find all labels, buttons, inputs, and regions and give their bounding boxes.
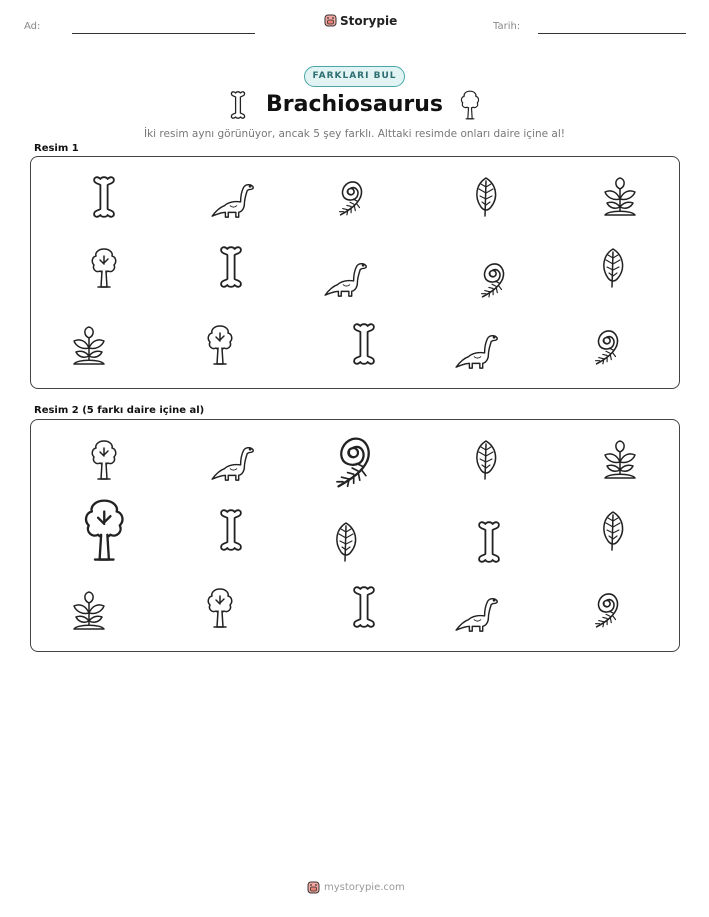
picture1-tree-icon bbox=[205, 323, 235, 371]
picture2-plant-icon[interactable] bbox=[69, 591, 109, 635]
name-label: Ad: bbox=[24, 21, 41, 32]
picture1-bone-icon bbox=[92, 173, 116, 225]
pig-face-icon bbox=[307, 880, 320, 895]
picture2-tree-icon[interactable] bbox=[89, 438, 119, 486]
picture1-fern-icon bbox=[332, 176, 366, 222]
picture2-bone-icon[interactable] bbox=[477, 518, 501, 570]
tree-icon bbox=[459, 89, 481, 125]
picture1-leaf-icon bbox=[598, 246, 628, 294]
name-field[interactable] bbox=[72, 33, 255, 34]
picture1-panel bbox=[30, 156, 680, 389]
picture2-leaf-icon[interactable] bbox=[331, 520, 361, 568]
picture1-bone-icon bbox=[219, 243, 243, 295]
brand-logo bbox=[324, 13, 397, 28]
picture1-leaf-icon bbox=[471, 175, 501, 223]
picture2-bone-icon[interactable] bbox=[219, 506, 243, 558]
page-title: Brachiosaurus bbox=[265, 92, 444, 117]
footer bbox=[307, 880, 405, 895]
picture2-panel[interactable] bbox=[30, 419, 680, 652]
footer-url: mystorypie.com bbox=[324, 882, 405, 893]
picture2-fern-icon[interactable] bbox=[326, 430, 375, 495]
picture2-leaf-icon[interactable] bbox=[598, 509, 628, 557]
worksheet-type-badge: FARKLARI BUL bbox=[304, 66, 405, 87]
picture1-plant-icon bbox=[600, 177, 640, 221]
picture1-bone-icon bbox=[352, 320, 376, 372]
picture2-dinosaur-icon[interactable] bbox=[453, 595, 501, 637]
picture1-plant-icon bbox=[69, 326, 109, 370]
picture1-fern-icon bbox=[474, 258, 508, 304]
picture2-bone-icon[interactable] bbox=[352, 583, 376, 635]
date-label: Tarih: bbox=[493, 21, 521, 32]
picture1-label: Resim 1 bbox=[34, 143, 79, 154]
date-field[interactable] bbox=[538, 33, 686, 34]
picture2-dinosaur-icon[interactable] bbox=[209, 444, 257, 486]
picture1-tree-icon bbox=[89, 246, 119, 294]
picture2-leaf-icon[interactable] bbox=[471, 438, 501, 486]
brand-name: Storypie bbox=[340, 13, 398, 28]
picture2-tree-icon[interactable] bbox=[205, 586, 235, 634]
picture2-fern-icon[interactable] bbox=[588, 588, 622, 634]
picture2-tree-icon[interactable] bbox=[81, 496, 128, 568]
picture1-dinosaur-icon bbox=[209, 181, 257, 223]
picture1-dinosaur-icon bbox=[453, 332, 501, 374]
picture1-fern-icon bbox=[588, 325, 622, 371]
instructions: İki resim aynı görünüyor, ancak 5 şey farklı. Alttaki resimde onları daire içine al! bbox=[144, 128, 565, 140]
picture2-label: Resim 2 (5 farkı daire içine al) bbox=[34, 405, 205, 416]
picture1-dinosaur-icon bbox=[322, 260, 370, 302]
pig-face-icon bbox=[324, 13, 337, 28]
picture2-plant-icon[interactable] bbox=[600, 440, 640, 484]
